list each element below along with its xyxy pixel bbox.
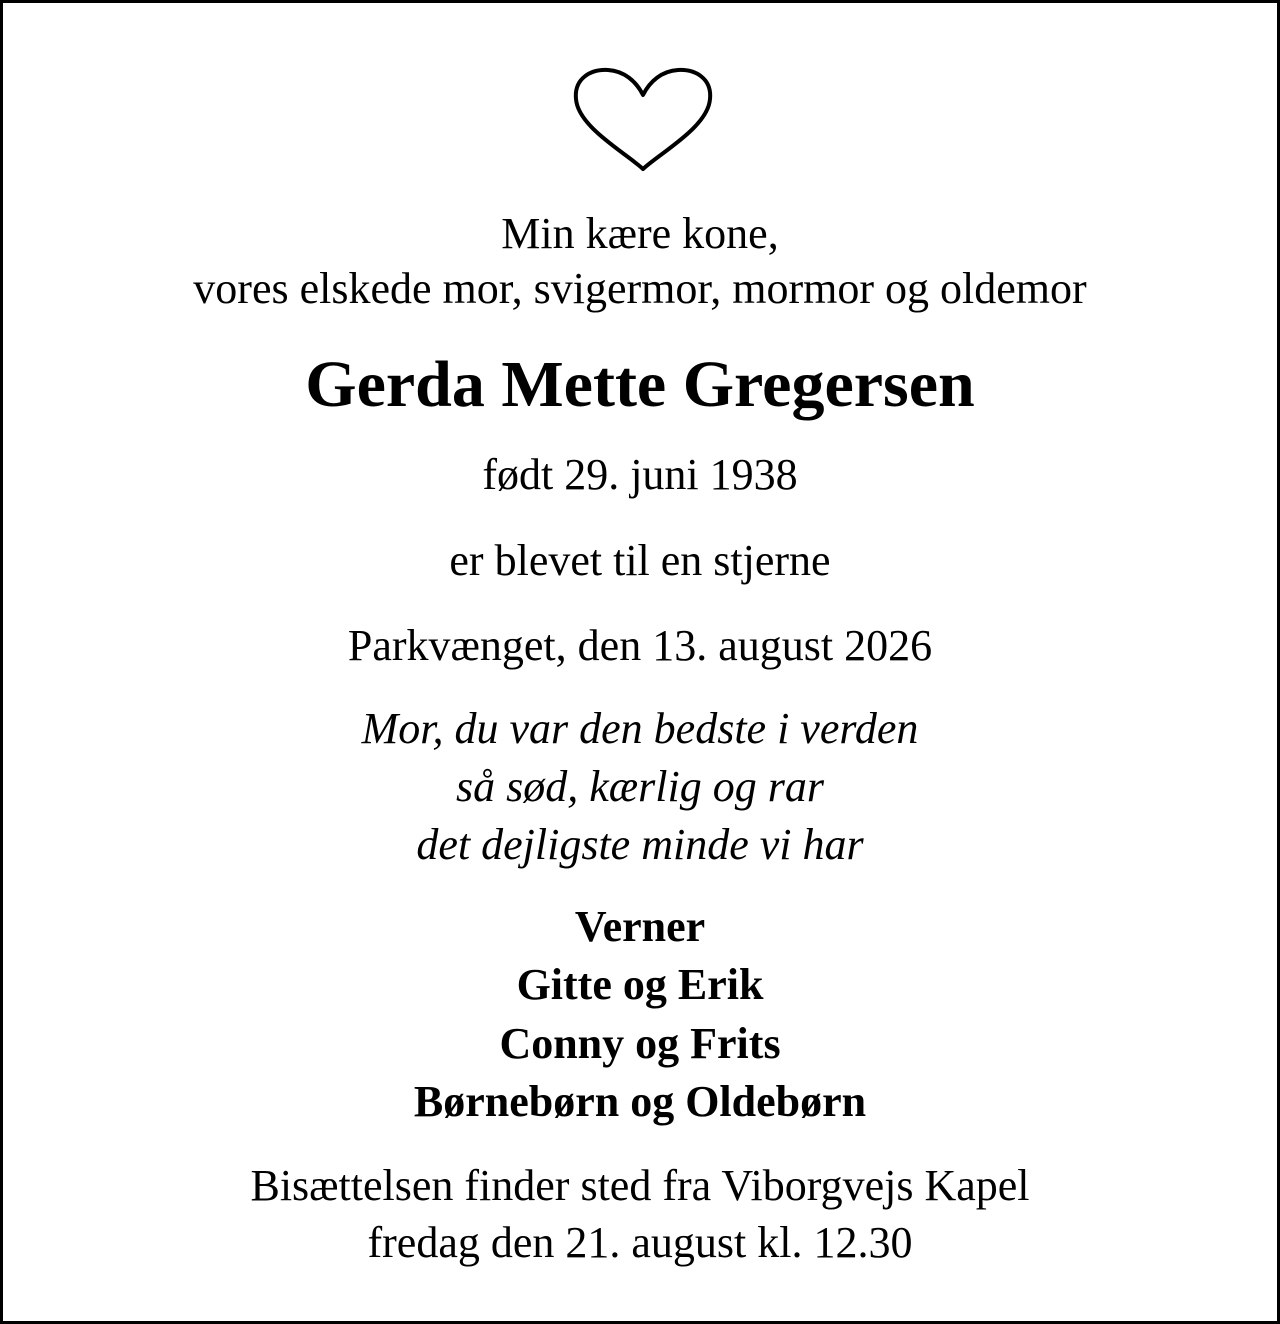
passing-statement: er blevet til en stjerne xyxy=(449,536,831,585)
birth-date: født 29. juni 1938 xyxy=(482,450,798,499)
family-line-3: Conny og Frits xyxy=(499,1019,781,1068)
family-line-4: Børnebørn og Oldebørn xyxy=(413,1077,867,1126)
verse-line-1: Mor, du var den bedste i verden xyxy=(361,704,919,753)
intro-line-1: Min kære kone, xyxy=(501,209,779,258)
deceased-name: Gerda Mette Gregersen xyxy=(305,348,975,421)
verse-line-3: det dejligste minde vi har xyxy=(416,820,864,869)
obituary-notice xyxy=(3,3,1277,1321)
family-line-1: Verner xyxy=(574,902,706,951)
funeral-line-1: Bisættelsen finder sted fra Viborgvejs Kapel xyxy=(250,1161,1030,1210)
funeral-line-2: fredag den 21. august kl. 12.30 xyxy=(367,1218,913,1267)
place-and-date: Parkvænget, den 13. august 2026 xyxy=(347,621,933,670)
family-line-2: Gitte og Erik xyxy=(516,960,764,1009)
intro-line-2: vores elskede mor, svigermor, mormor og oldemor xyxy=(193,264,1087,313)
verse-line-2: så sød, kærlig og rar xyxy=(456,762,824,811)
heart-icon xyxy=(564,65,722,175)
